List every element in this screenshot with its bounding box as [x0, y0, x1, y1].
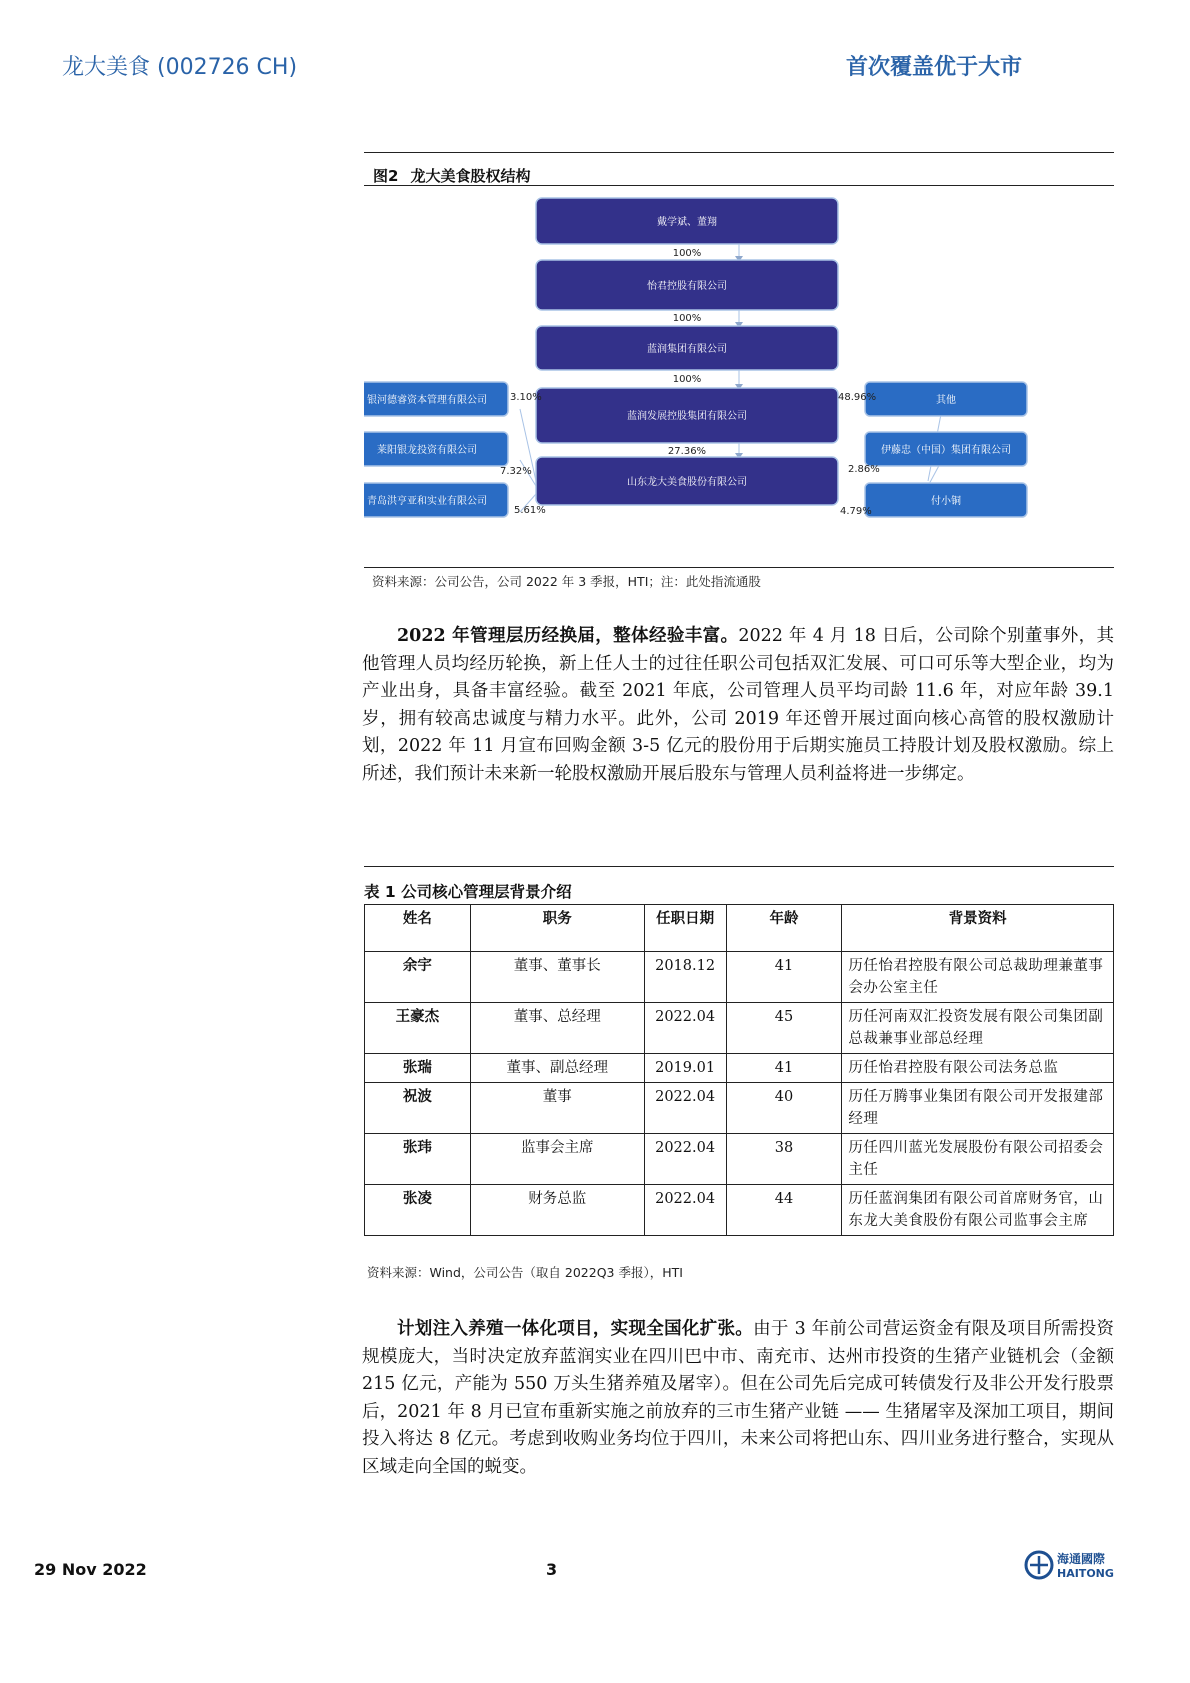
node-itochu-label: 伊藤忠（中国）集团有限公司 — [881, 445, 1011, 456]
paragraph-expansion-lead: 计划注入养殖一体化项目，实现全国化扩张。 — [397, 1319, 754, 1339]
pct-laiyang: 7.32% — [500, 466, 532, 477]
cell-date: 2022.04 — [644, 1083, 726, 1134]
node-laiyang — [364, 432, 508, 466]
node-lanrun-group — [536, 326, 838, 370]
cell-name: 张瑞 — [365, 1054, 471, 1083]
ownership-structure-chart — [364, 196, 1114, 566]
cell-age: 44 — [726, 1185, 842, 1236]
cell-date: 2022.04 — [644, 1185, 726, 1236]
node-qingdao — [364, 483, 508, 517]
cell-background: 历任万腾事业集团有限公司开发报建部经理 — [842, 1083, 1114, 1134]
cell-age: 41 — [726, 952, 842, 1003]
node-longda — [536, 457, 838, 505]
pct-others: 48.96% — [838, 392, 877, 403]
cell-title: 董事、董事长 — [470, 952, 644, 1003]
cell-title: 董事、副总经理 — [470, 1054, 644, 1083]
table-source: 资料来源：Wind，公司公告（取自 2022Q3 季报），HTI — [367, 1265, 683, 1280]
logo-en-text: HAITONG — [1057, 1567, 1114, 1580]
pct-dev-longda: 27.36% — [667, 446, 707, 457]
haitong-logo — [1024, 1548, 1124, 1582]
cell-age: 38 — [726, 1134, 842, 1185]
logo-cn-text: 海通國際 — [1057, 1552, 1106, 1566]
cell-name: 张凌 — [365, 1185, 471, 1236]
figure-source: 资料来源：公司公告，公司 2022 年 3 季报，HTI；注：此处指流通股 — [372, 574, 761, 589]
cell-name: 王豪杰 — [365, 1003, 471, 1054]
figure-number: 图2 — [373, 167, 399, 185]
cell-name: 祝波 — [365, 1083, 471, 1134]
pct-itochu: 2.86% — [848, 464, 880, 475]
figure-title — [373, 165, 530, 186]
paragraph-management — [362, 623, 1114, 788]
cell-background: 历任河南双汇投资发展有限公司集团副总裁兼事业部总经理 — [842, 1003, 1114, 1054]
table-row — [365, 1185, 1114, 1236]
cell-title: 董事 — [470, 1083, 644, 1134]
cell-age: 40 — [726, 1083, 842, 1134]
cell-name: 余宇 — [365, 952, 471, 1003]
table-top-rule — [364, 866, 1114, 867]
paragraph-management-lead: 2022 年管理层历经换届，整体经验丰富。 — [397, 626, 739, 646]
management-table — [364, 904, 1114, 1236]
node-founders-label: 戴学斌、董翔 — [657, 217, 717, 228]
figure-title-rule — [364, 185, 1114, 186]
header-name: 姓名 — [365, 905, 471, 952]
cell-name: 张玮 — [365, 1134, 471, 1185]
report-company-ticker: 龙大美食 (002726 CH) — [62, 55, 298, 80]
node-lanrun-dev-label: 蓝润发展控股集团有限公司 — [627, 411, 747, 422]
cell-title: 财务总监 — [470, 1185, 644, 1236]
cell-age: 45 — [726, 1003, 842, 1054]
pct-lanrun-dev: 100% — [672, 374, 702, 385]
cell-background: 历任怡君控股有限公司法务总监 — [842, 1054, 1114, 1083]
node-fu-label: 付小铜 — [931, 496, 961, 507]
node-lanrun-group-label: 蓝润集团有限公司 — [647, 344, 727, 355]
footer-date: 29 Nov 2022 — [34, 1560, 147, 1579]
pct-fu: 4.79% — [840, 506, 872, 517]
pct-yinhe: 3.10% — [510, 392, 542, 403]
node-itochu — [865, 432, 1027, 466]
cell-background: 历任四川蓝光发展股份有限公司招委会主任 — [842, 1134, 1114, 1185]
pct-yijun-lanrun: 100% — [672, 313, 702, 324]
node-lanrun-dev — [536, 388, 838, 443]
table-title: 表 1 公司核心管理层背景介绍 — [364, 883, 572, 901]
figure-title-text: 龙大美食股权结构 — [410, 167, 531, 185]
node-fu — [865, 483, 1027, 517]
node-laiyang-label: 莱阳银龙投资有限公司 — [377, 445, 477, 456]
table-row — [365, 952, 1114, 1003]
cell-background: 历任怡君控股有限公司总裁助理兼董事会办公室主任 — [842, 952, 1114, 1003]
pct-qingdao: 5.61% — [514, 505, 546, 516]
header-title: 职务 — [470, 905, 644, 952]
cell-date: 2022.04 — [644, 1134, 726, 1185]
figure-top-rule — [364, 152, 1114, 153]
table-header-row — [365, 905, 1114, 952]
node-others — [865, 382, 1027, 416]
header-start-date: 任职日期 — [644, 905, 726, 952]
cell-age: 41 — [726, 1054, 842, 1083]
node-founders — [536, 198, 838, 244]
header-age: 年龄 — [726, 905, 842, 952]
table-row — [365, 1134, 1114, 1185]
node-longda-label: 山东龙大美食股份有限公司 — [627, 477, 747, 488]
cell-title: 董事、总经理 — [470, 1003, 644, 1054]
node-others-label: 其他 — [936, 395, 956, 406]
table-row — [365, 1054, 1114, 1083]
cell-background: 历任蓝润集团有限公司首席财务官，山东龙大美食股份有限公司监事会主席 — [842, 1185, 1114, 1236]
page-number: 3 — [546, 1560, 558, 1579]
node-yijun-label: 怡君控股有限公司 — [647, 281, 727, 292]
node-yinhe — [364, 382, 508, 416]
paragraph-expansion — [362, 1316, 1114, 1481]
paragraph-expansion-body: 由于 3 年前公司营运资金有限及项目所需投资规模庞大，当时决定放弃蓝润实业在四川巴中市、南充市、达州市投资的生猪产业链机会（金额 215 亿元，产能为 550 万头生猪养殖及屠宰）。但在公司先后完成可转债发行及非公开发行股票后，2021 年 8 月已宣布重新实施之前放弃的三市生猪产业链 —— 生猪屠宰及深加工项目，期间投入将达 8 亿元。考虑到收购业务均位于四川，未来公司将把山东、四川业务进行整合，实现从区域走向全国的蜕变。 — [362, 1319, 1115, 1477]
table-row — [365, 1003, 1114, 1054]
node-yijun — [536, 260, 838, 310]
cell-date: 2022.04 — [644, 1003, 726, 1054]
header-background: 背景资料 — [842, 905, 1114, 952]
node-yinhe-label: 银河德睿资本管理有限公司 — [367, 395, 487, 406]
figure-bottom-rule — [364, 567, 1114, 568]
cell-title: 监事会主席 — [470, 1134, 644, 1185]
paragraph-management-body: 2022 年 4 月 18 日后，公司除个别董事外，其他管理人员均经历轮换，新上任人士的过往任职公司包括双汇发展、可口可乐等大型企业，均为产业出身，具备丰富经验。截至 2021 年底，公司管理人员平均司龄 11.6 年，对应年龄 39.1 岁，拥有较高忠诚度与精力水平。此外，公司 2019 年还曾开展过面向核心高管的股权激励计划，2022 年 11 月宣布回购金额 3-5 亿元的股份用于后期实施员工持股计划及股权激励。综上所述，我们预计未来新一轮股权激励开展后股东与管理人员利益将进一步绑定。 — [362, 626, 1114, 784]
table-row — [365, 1083, 1114, 1134]
cell-date: 2019.01 — [644, 1054, 726, 1083]
pct-founders-yijun: 100% — [672, 248, 702, 259]
cell-date: 2018.12 — [644, 952, 726, 1003]
report-rating-title: 首次覆盖优于大市 — [845, 55, 1022, 80]
node-qingdao-label: 青岛洪亨亚和实业有限公司 — [367, 496, 487, 507]
